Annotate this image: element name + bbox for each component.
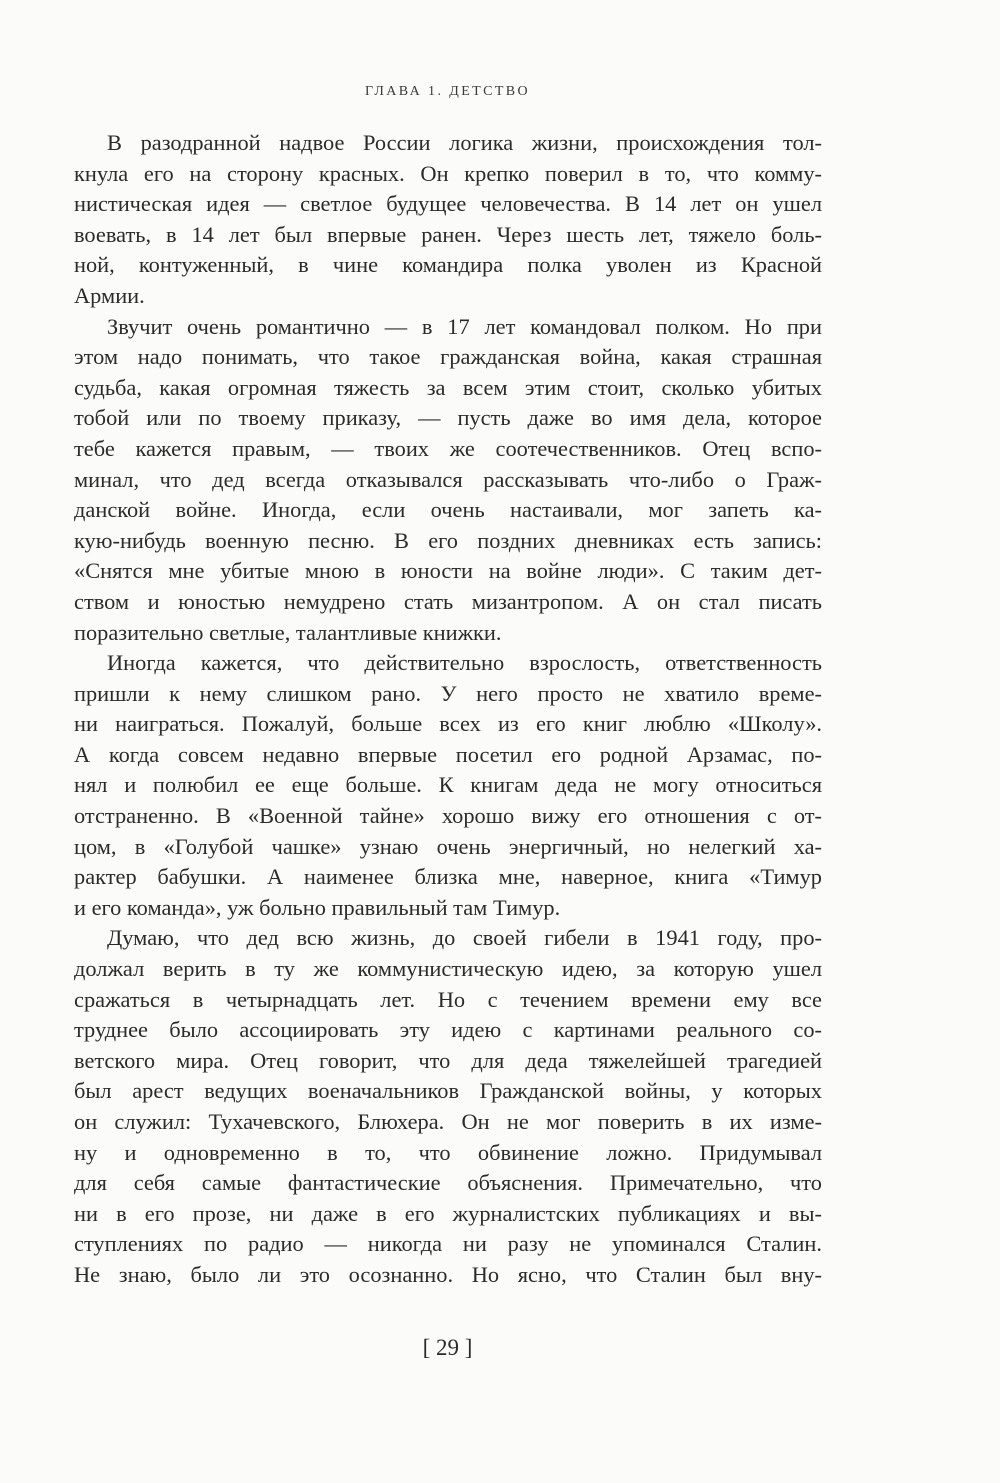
paragraph bbox=[74, 648, 822, 923]
text-line: Армии. bbox=[74, 282, 145, 308]
text-line: ступлениях по радио — никогда ни разу не упоминался Сталин. bbox=[74, 1231, 822, 1257]
text-line: цом, в «Голубой чашке» узнаю очень энергичный, но нелегкий ха- bbox=[74, 833, 822, 859]
text-line: В разодранной надвое России логика жизни, происхождения тол- bbox=[107, 130, 822, 155]
text-line: ни наиграться. Пожалуй, больше всех из его книг люблю «Школу». bbox=[74, 711, 822, 737]
body-text bbox=[74, 128, 822, 1291]
text-line: ством и юностью немудрено стать мизантропом. А он стал писать bbox=[74, 588, 822, 614]
text-line: должал верить в ту же коммунистическую идею, за которую ушел bbox=[74, 956, 822, 982]
text-line: этом надо понимать, что такое гражданская война, какая страшная bbox=[74, 344, 822, 370]
text-line: тебе кажется правым, — твоих же соотечественников. Отец вспо- bbox=[74, 435, 822, 461]
text-line: для себя самые фантастические объяснения. Примечательно, что bbox=[74, 1170, 822, 1196]
text-line: Звучит очень романтично — в 17 лет командовал полком. Но при bbox=[107, 313, 822, 339]
text-line: нистическая идея — светлое будущее человечества. В 14 лет он ушел bbox=[74, 191, 822, 217]
text-line: пришли к нему слишком рано. У него просто не хватило време- bbox=[74, 680, 822, 706]
text-line: минал, что дед всегда отказывался рассказывать что-либо о Граж- bbox=[74, 466, 822, 492]
text-line: ну и одновременно в то, что обвинение ложно. Придумывал bbox=[74, 1139, 822, 1165]
text-line: кнула его на сторону красных. Он крепко поверил в то, что комму- bbox=[74, 160, 822, 186]
paragraph bbox=[74, 128, 822, 312]
page-number: [ 29 ] bbox=[422, 1335, 473, 1360]
paragraph bbox=[74, 923, 822, 1290]
text-line: воевать, в 14 лет был впервые ранен. Через шесть лет, тяжело боль- bbox=[74, 221, 822, 247]
text-line: А когда совсем недавно впервые посетил его родной Арзамас, по- bbox=[74, 741, 822, 767]
text-line: нял и полюбил ее еще больше. К книгам деда не могу относиться bbox=[74, 772, 822, 798]
text-line: рактер бабушки. А наименее близка мне, наверное, книга «Тимур bbox=[74, 864, 822, 890]
text-line: ветского мира. Отец говорит, что для деда тяжелейшей трагедией bbox=[74, 1047, 822, 1073]
text-line: ни в его прозе, ни даже в его журналистских публикациях и вы- bbox=[74, 1200, 822, 1226]
text-line: тобой или по твоему приказу, — пусть даже во имя дела, которое bbox=[74, 405, 822, 431]
text-line: труднее было ассоциировать эту идею с картинами реального со- bbox=[74, 1017, 822, 1043]
text-line: Иногда кажется, что действительно взрослость, ответственность bbox=[107, 650, 822, 676]
text-line: сражаться в четырнадцать лет. Но с течением времени ему все bbox=[74, 986, 822, 1012]
paragraph bbox=[74, 312, 822, 649]
text-line: судьба, какая огромная тяжесть за всем этим стоит, сколько убитых bbox=[74, 374, 822, 400]
text-line: был арест ведущих военачальников Гражданской войны, у которых bbox=[74, 1078, 822, 1104]
text-line: Не знаю, было ли это осознанно. Но ясно, что Сталин был вну- bbox=[74, 1261, 822, 1287]
text-line: поразительно светлые, талантливые книжки. bbox=[74, 619, 502, 645]
text-line: он служил: Тухачевского, Блюхера. Он не мог поверить в их изме- bbox=[74, 1109, 822, 1134]
text-line: отстраненно. В «Военной тайне» хорошо вижу его отношения с от- bbox=[74, 803, 822, 829]
text-line: ной, контуженный, в чине командира полка уволен из Красной bbox=[74, 252, 822, 278]
text-line: «Снятся мне убитые мною в юности на войне люди». С таким дет- bbox=[74, 558, 822, 584]
text-line: и его команда», уж больно правильный там Тимур. bbox=[74, 894, 561, 920]
text-line: Думаю, что дед всю жизнь, до своей гибели в 1941 году, про- bbox=[107, 925, 822, 951]
text-line: кую-нибудь военную песню. В его поздних дневниках есть запись: bbox=[74, 527, 822, 553]
running-head: ГЛАВА 1. ДЕТСТВО bbox=[364, 84, 531, 99]
text-line: данской войне. Иногда, если очень настаивали, мог запеть ка- bbox=[74, 497, 822, 523]
